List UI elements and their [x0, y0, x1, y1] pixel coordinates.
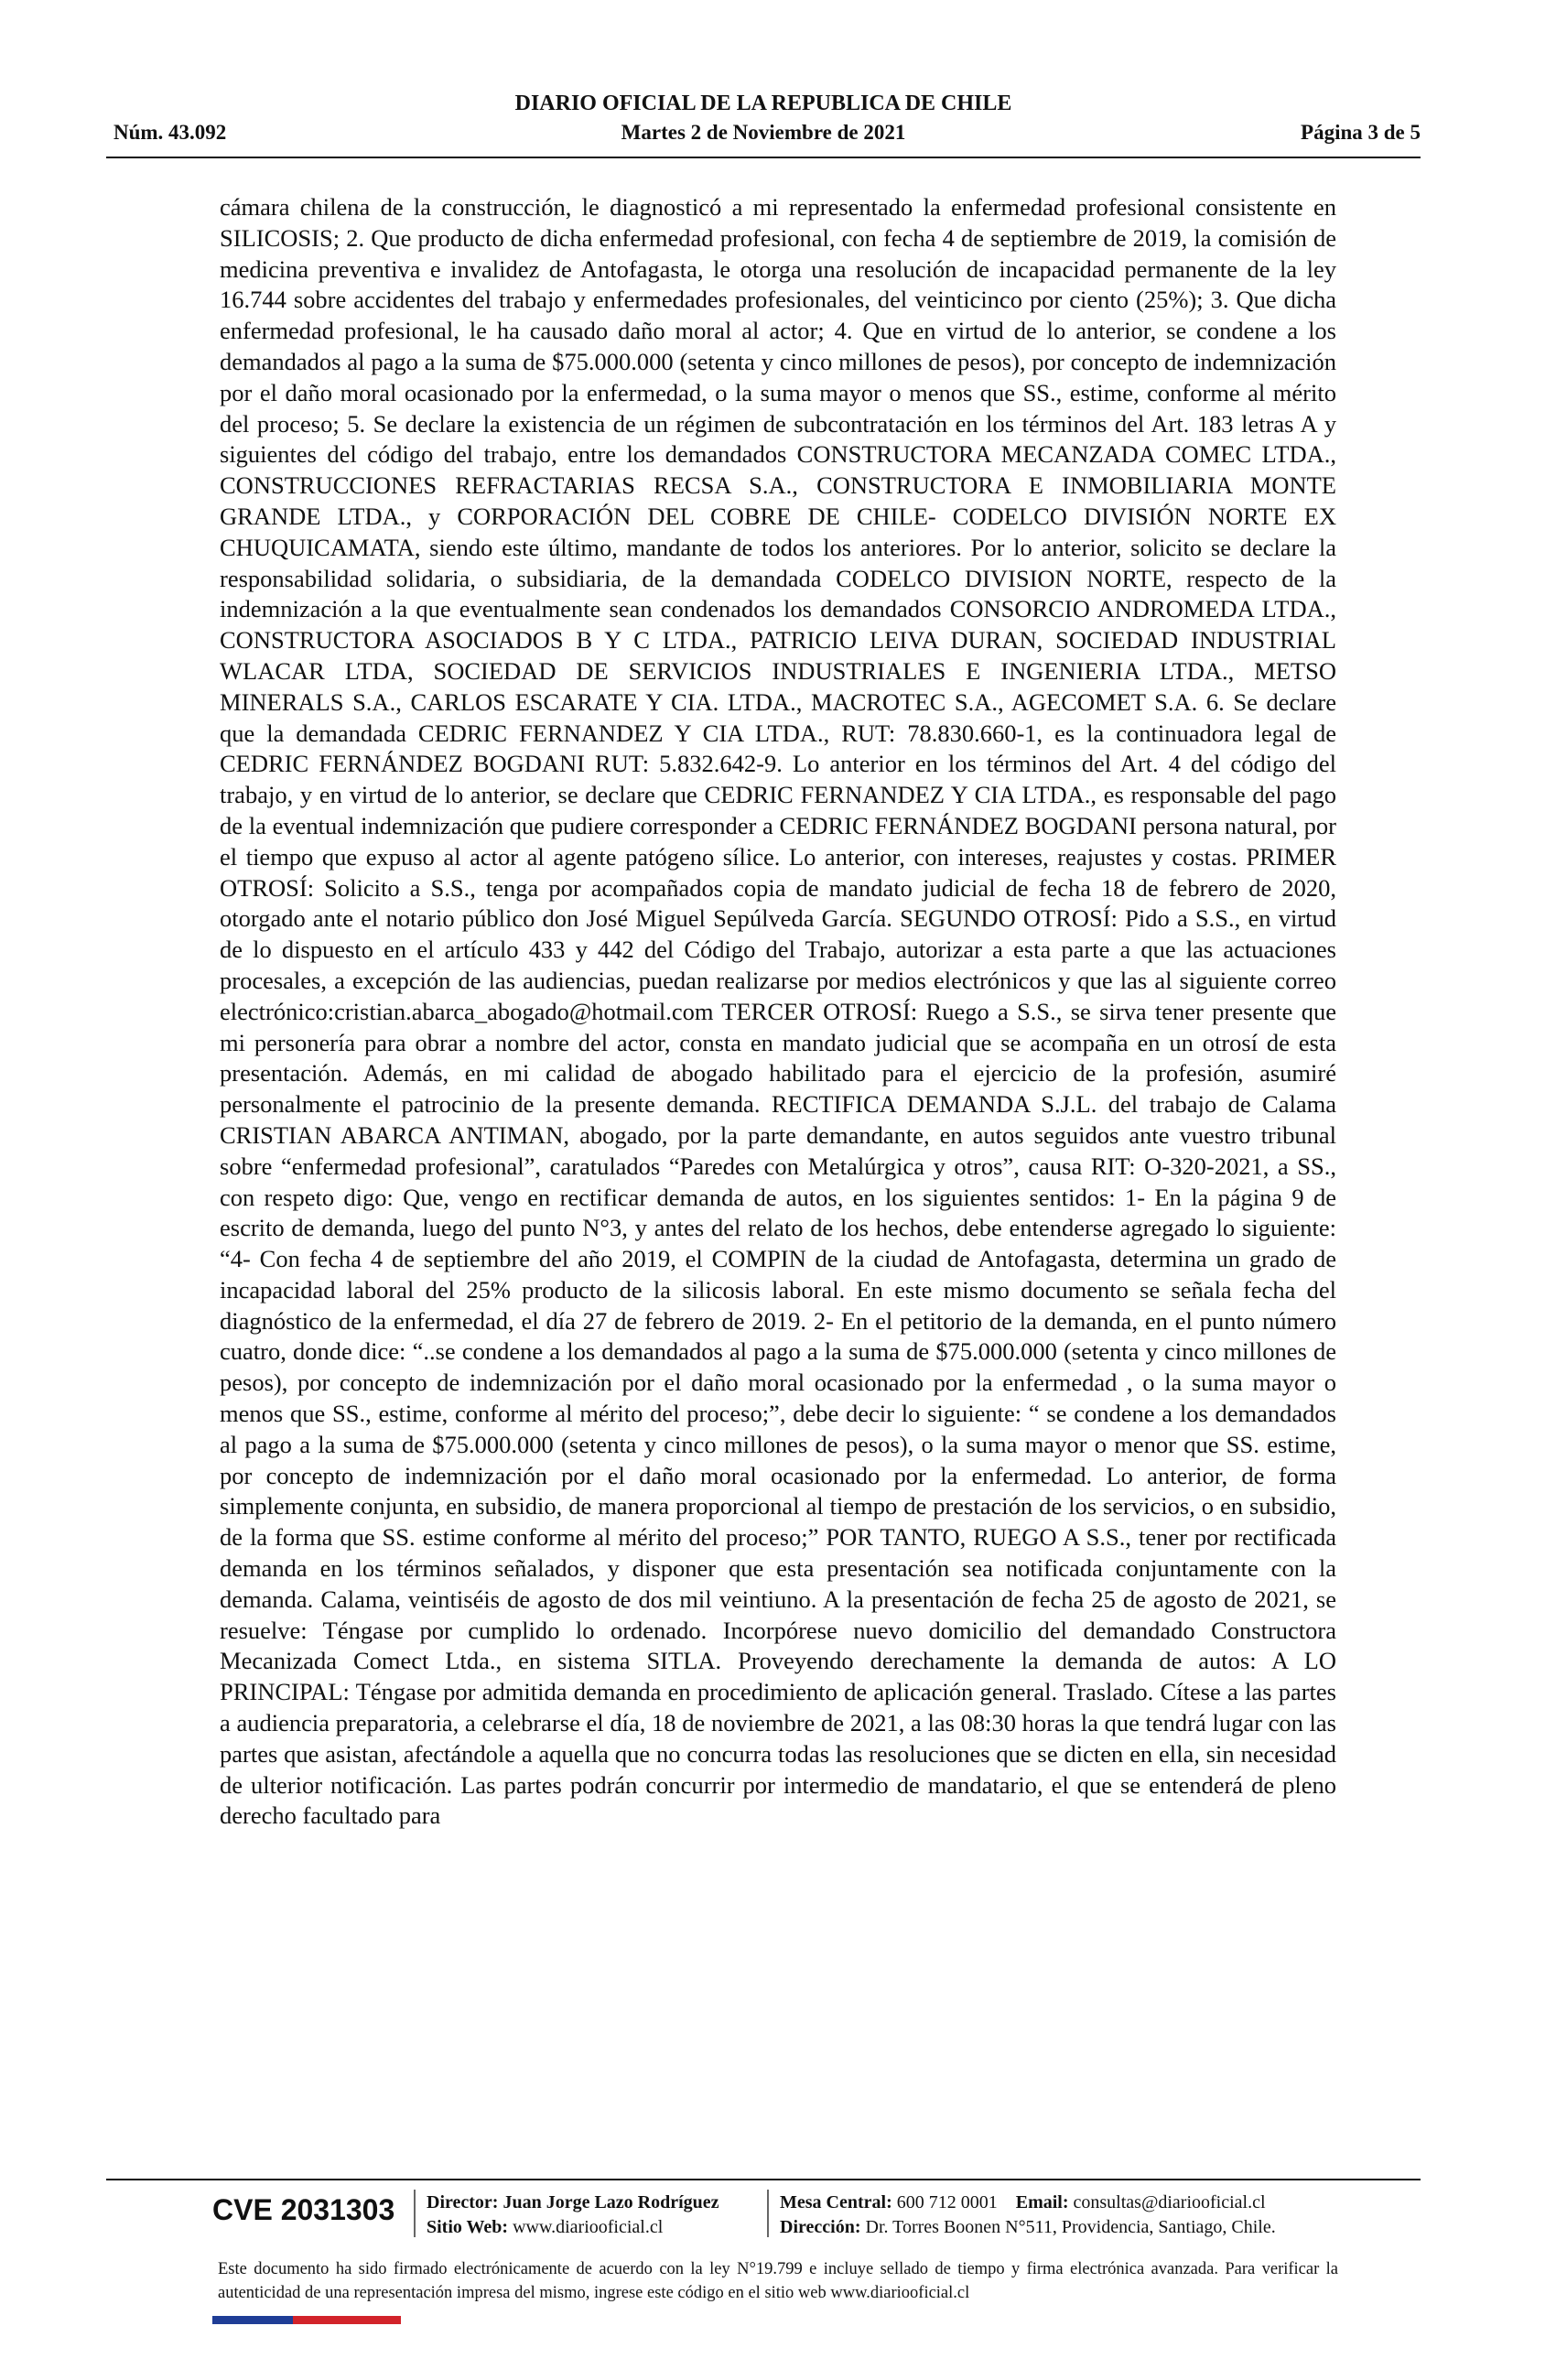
address-label: Dirección: [780, 2217, 861, 2237]
flag-stripe-red [293, 2316, 401, 2324]
footer-contact-block [780, 2191, 1276, 2240]
header-divider [106, 157, 1421, 158]
issue-number: Núm. 43.092 [113, 121, 227, 144]
director-label: Director: [427, 2192, 499, 2212]
page-indicator: Página 3 de 5 [1301, 121, 1421, 144]
footer-divider [106, 2179, 1421, 2180]
signature-notice: Este documento ha sido firmado electrónicamente de acuerdo con la ley N°19.799 e incluye sellado de tiempo y firma electrónica avanzada. Para verificar la autenticidad de una representación impresa del mismo, ingrese este código en el sitio web www.diariooficial.cl [218, 2260, 1338, 2302]
phone-label: Mesa Central: [780, 2192, 892, 2212]
email-link[interactable]: consultas@diariooficial.cl [1073, 2192, 1266, 2212]
web-link[interactable]: www.diariooficial.cl [513, 2217, 664, 2237]
cve-code: CVE 2031303 [212, 2193, 395, 2226]
footer-separator [414, 2190, 416, 2237]
page-header [106, 92, 1421, 150]
phone-number: 600 712 0001 [896, 2192, 998, 2212]
publication-title: DIARIO OFICIAL DE LA REPUBLICA DE CHILE [514, 92, 1012, 115]
issue-date: Martes 2 de Noviembre de 2021 [621, 121, 906, 144]
flag-stripe-blue [212, 2316, 293, 2324]
footer-director-block [427, 2191, 719, 2240]
document-body: cámara chilena de la construcción, le diagnosticó a mi representado la enfermedad profesional consistente en SILICOSIS; 2. Que producto de dicha enfermedad profesional, con fecha 4 de septiembre de 2019, la comisión de medicina preventiva e invalidez de Antofagasta, le otorga una resolución de incapacidad permanente de la ley 16.744 sobre accidentes del trabajo y enfermedades profesionales, del veinticinco por ciento (25%); 3. Que dicha enfermedad profesional, le ha causado daño moral al actor; 4. Que en virtud de lo anterior, se condene a los demandados al pago a la suma de $75.000.000 (setenta y cinco millones de pesos), por concepto de indemnización por el daño moral ocasionado por la enfermedad, o la suma mayor o menos que SS., estime, conforme al mérito del proceso; 5. Se declare la existencia de un régimen de subcontratación en los términos del Art. 183 letras A y siguientes del código del trabajo, entre los demandados CONSTRUCTORA MECANZADA COMEC LTDA., CONSTRUCCIONES REFRACTARIAS RECSA S.A., CONSTRUCTORA E INMOBILIARIA MONTE GRANDE LTDA., y CORPORACIÓN DEL COBRE DE CHILE- CODELCO DIVISIÓN NORTE EX CHUQUICAMATA, siendo este último, mandante de todos los anteriores. Por lo anterior, solicito se declare la responsabilidad solidaria, o subsidiaria, de la demandada CODELCO DIVISION NORTE, respecto de la indemnización a la que eventualmente sean condenados los demandados CONSORCIO ANDROMEDA LTDA., CONSTRUCTORA ASOCIADOS B Y C LTDA., PATRICIO LEIVA DURAN, SOCIEDAD INDUSTRIAL WLACAR LTDA, SOCIEDAD DE SERVICIOS INDUSTRIALES E INGENIERIA LTDA., METSO MINERALS S.A., CARLOS ESCARATE Y CIA. LTDA., MACROTEC S.A., AGECOMET S.A. 6. Se declare que la demandada CEDRIC FERNANDEZ Y CIA LTDA., RUT: 78.830.660-1, es la continuadora legal de CEDRIC FERNÁNDEZ BOGDANI RUT: 5.832.642-9. Lo anterior en los términos del Art. 4 del código del trabajo, y en virtud de lo anterior, se declare que CEDRIC FERNANDEZ Y CIA LTDA., es responsable del pago de la eventual indemnización que pudiere corresponder a CEDRIC FERNÁNDEZ BOGDANI persona natural, por el tiempo que expuso al actor al agente patógeno sílice. Lo anterior, con intereses, reajustes y costas. PRIMER OTROSÍ: Solicito a S.S., tenga por acompañados copia de mandato judicial de fecha 18 de febrero de 2020, otorgado ante el notario público don José Miguel Sepúlveda García. SEGUNDO OTROSÍ: Pido a S.S., en virtud de lo dispuesto en el artículo 433 y 442 del Código del Trabajo, autorizar a esta parte a que las actuaciones procesales, a excepción de las audiencias, puedan realizarse por medios electrónicos y que las al siguiente correo electrónico:cristian.abarca_abogado@hotmail.com TERCER OTROSÍ: Ruego a S.S., se sirva tener presente que mi personería para obrar a nombre del actor, consta en mandato judicial que se acompaña en un otrosí de esta presentación. Además, en mi calidad de abogado habilitado para el ejercicio de la profesión, asumiré personalmente el patrocinio de la presente demanda. RECTIFICA DEMANDA S.J.L. del trabajo de Calama CRISTIAN ABARCA ANTIMAN, abogado, por la parte demandante, en autos seguidos ante vuestro tribunal sobre “enfermedad profesional”, caratulados “Paredes con Metalúrgica y otros”, causa RIT: O-320-2021, a SS., con respeto digo: Que, vengo en rectificar demanda de autos, en los siguientes sentidos: 1- En la página 9 de escrito de demanda, luego del punto N°3, y antes del relato de los hechos, debe entenderse agregado lo siguiente: “4- Con fecha 4 de septiembre del año 2019, el COMPIN de la ciudad de Antofagasta, determina un grado de incapacidad laboral del 25% producto de la silicosis laboral. En este mismo documento se señala fecha del diagnóstico de la enfermedad, el día 27 de febrero de 2019. 2- En el petitorio de la demanda, en el punto número cuatro, donde dice: “..se condene a los demandados al pago a la suma de $75.000.000 (setenta y cinco millones de pesos), por concepto de indemnización por el daño moral ocasionado por la enfermedad , o la suma mayor o menos que SS., estime, conforme al mérito del proceso;”, debe decir lo siguiente: “ se condene a los demandados al pago a la suma de $75.000.000 (setenta y cinco millones de pesos), o la suma mayor o menor que SS. estime, por concepto de indemnización por el daño moral ocasionado por la enfermedad. Lo anterior, de forma simplemente conjunta, en subsidio, de manera proporcional al tiempo de prestación de los servicios, o en subsidio, de la forma que SS. estime conforme al mérito del proceso;” POR TANTO, RUEGO A S.S., tener por rectificada demanda en los términos señalados, y disponer que esta presentación sea notificada conjuntamente con la demanda. Calama, veintiséis de agosto de dos mil veintiuno. A la presentación de fecha 25 de agosto de 2021, se resuelve: Téngase por cumplido lo ordenado. Incorpórese nuevo domicilio del demandado Constructora Mecanizada Comect Ltda., en sistema SITLA. Proveyendo derechamente la demanda de autos: A LO PRINCIPAL: Téngase por admitida demanda en procedimiento de aplicación general. Traslado. Cítese a las partes a audiencia preparatoria, a celebrarse el día, 18 de noviembre de 2021, a las 08:30 horas la que tendrá lugar con las partes que asistan, afectándole a aquella que no concurra todas las resoluciones que se dicten en ella, sin necesidad de ulterior notificación. Las partes podrán concurrir por intermedio de mandatario, el que se entenderá de pleno derecho facultado para [220, 193, 1336, 1830]
email-label: Email: [1015, 2192, 1069, 2212]
address-text: Dr. Torres Boonen N°511, Providencia, Santiago, Chile. [865, 2217, 1276, 2237]
web-label: Sitio Web: [427, 2217, 509, 2237]
footer-separator [767, 2190, 769, 2237]
director-name: Juan Jorge Lazo Rodríguez [502, 2192, 719, 2212]
